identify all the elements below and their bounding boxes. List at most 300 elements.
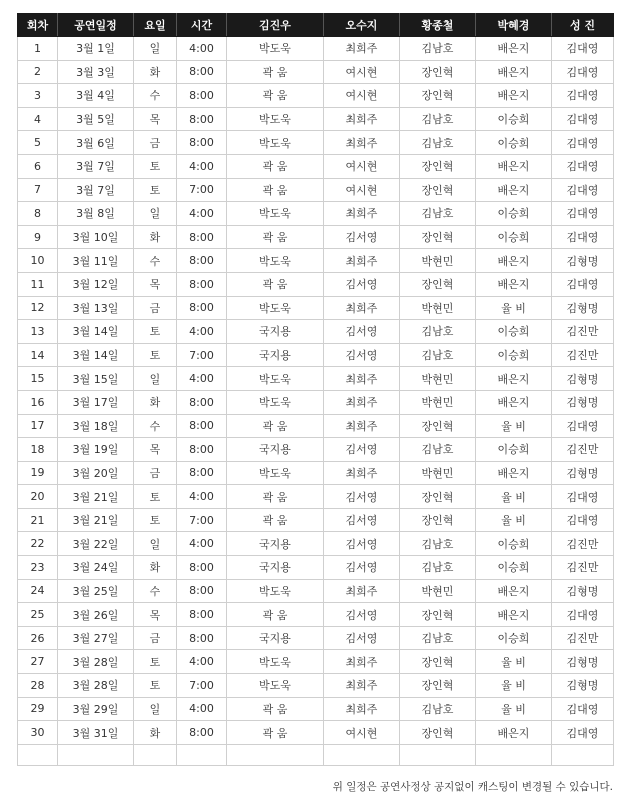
table-cell: 박도욱 xyxy=(227,202,324,226)
table-cell: 일 xyxy=(134,697,177,721)
table-cell: 곽 움 xyxy=(227,84,324,108)
table-cell: 이승희 xyxy=(476,343,552,367)
table-cell: 7:00 xyxy=(177,178,227,202)
table-cell: 3월 22일 xyxy=(58,532,134,556)
table-cell: 김대영 xyxy=(552,414,614,438)
table-cell: 김형명 xyxy=(552,674,614,698)
table-cell: 토 xyxy=(134,178,177,202)
table-cell: 금 xyxy=(134,461,177,485)
table-cell: 장인혁 xyxy=(400,650,476,674)
table-cell: 이승희 xyxy=(476,107,552,131)
table-cell: 3월 29일 xyxy=(58,697,134,721)
table-cell: 이승희 xyxy=(476,320,552,344)
empty-cell xyxy=(18,744,58,765)
table-row xyxy=(18,272,614,296)
table-cell: 8:00 xyxy=(177,414,227,438)
table-cell: 국지용 xyxy=(227,438,324,462)
table-cell: 8:00 xyxy=(177,272,227,296)
table-cell: 30 xyxy=(18,721,58,745)
table-cell: 김대영 xyxy=(552,37,614,61)
table-cell: 김대영 xyxy=(552,202,614,226)
table-cell: 김남호 xyxy=(400,202,476,226)
table-cell: 3월 24일 xyxy=(58,556,134,580)
table-cell: 장인혁 xyxy=(400,178,476,202)
table-row xyxy=(18,367,614,391)
table-cell: 장인혁 xyxy=(400,60,476,84)
table-cell: 8:00 xyxy=(177,84,227,108)
header-cell: 오수지 xyxy=(324,14,400,37)
table-cell: 김대영 xyxy=(552,603,614,627)
table-row xyxy=(18,202,614,226)
table-cell: 박현민 xyxy=(400,579,476,603)
table-cell: 곽 움 xyxy=(227,508,324,532)
table-cell: 김진만 xyxy=(552,438,614,462)
table-cell: 일 xyxy=(134,37,177,61)
table-cell: 곽 움 xyxy=(227,603,324,627)
table-cell: 8:00 xyxy=(177,603,227,627)
table-cell: 김남호 xyxy=(400,438,476,462)
table-cell: 장인혁 xyxy=(400,603,476,627)
table-row xyxy=(18,438,614,462)
table-cell: 27 xyxy=(18,650,58,674)
table-cell: 김남호 xyxy=(400,343,476,367)
table-cell: 4:00 xyxy=(177,202,227,226)
table-cell: 박도욱 xyxy=(227,107,324,131)
table-cell: 3월 28일 xyxy=(58,650,134,674)
table-cell: 곽 움 xyxy=(227,721,324,745)
table-row xyxy=(18,343,614,367)
table-cell: 목 xyxy=(134,438,177,462)
table-cell: 국지용 xyxy=(227,532,324,556)
table-cell: 29 xyxy=(18,697,58,721)
table-cell: 장인혁 xyxy=(400,225,476,249)
table-cell: 일 xyxy=(134,367,177,391)
table-cell: 1 xyxy=(18,37,58,61)
empty-cell xyxy=(324,744,400,765)
table-cell: 이승희 xyxy=(476,225,552,249)
table-row xyxy=(18,626,614,650)
table-cell: 일 xyxy=(134,202,177,226)
table-cell: 김서영 xyxy=(324,556,400,580)
table-cell: 일 xyxy=(134,532,177,556)
table-cell: 최희주 xyxy=(324,367,400,391)
table-cell: 김대영 xyxy=(552,272,614,296)
table-cell: 8:00 xyxy=(177,438,227,462)
table-cell: 김형명 xyxy=(552,249,614,273)
table-cell: 곽 움 xyxy=(227,178,324,202)
table-cell: 김남호 xyxy=(400,320,476,344)
table-cell: 배은지 xyxy=(476,721,552,745)
table-cell: 이승희 xyxy=(476,438,552,462)
table-cell: 3월 15일 xyxy=(58,367,134,391)
table-cell: 4:00 xyxy=(177,485,227,509)
table-row xyxy=(18,461,614,485)
table-cell: 배은지 xyxy=(476,461,552,485)
table-cell: 김형명 xyxy=(552,367,614,391)
table-cell: 8:00 xyxy=(177,60,227,84)
table-cell: 곽 움 xyxy=(227,697,324,721)
table-cell: 박도욱 xyxy=(227,579,324,603)
table-cell: 3월 19일 xyxy=(58,438,134,462)
table-cell: 김대영 xyxy=(552,485,614,509)
table-cell: 곽 움 xyxy=(227,485,324,509)
table-cell: 토 xyxy=(134,650,177,674)
table-cell: 22 xyxy=(18,532,58,556)
table-cell: 3 xyxy=(18,84,58,108)
table-cell: 최희주 xyxy=(324,579,400,603)
table-cell: 화 xyxy=(134,225,177,249)
table-row xyxy=(18,225,614,249)
table-cell: 8:00 xyxy=(177,225,227,249)
table-cell: 3월 7일 xyxy=(58,178,134,202)
table-cell: 김형명 xyxy=(552,461,614,485)
table-cell: 여시현 xyxy=(324,154,400,178)
table-cell: 3월 12일 xyxy=(58,272,134,296)
table-row xyxy=(18,674,614,698)
header-cell: 박혜경 xyxy=(476,14,552,37)
header-row xyxy=(18,14,614,37)
table-cell: 국지용 xyxy=(227,320,324,344)
table-row xyxy=(18,84,614,108)
table-cell: 화 xyxy=(134,390,177,414)
table-cell: 국지용 xyxy=(227,556,324,580)
table-cell: 박현민 xyxy=(400,461,476,485)
casting-schedule-table xyxy=(17,13,614,766)
table-cell: 목 xyxy=(134,107,177,131)
table-cell: 4:00 xyxy=(177,532,227,556)
table-cell: 7 xyxy=(18,178,58,202)
table-cell: 4:00 xyxy=(177,37,227,61)
table-cell: 김남호 xyxy=(400,532,476,556)
table-row xyxy=(18,485,614,509)
table-cell: 4:00 xyxy=(177,367,227,391)
table-cell: 3월 10일 xyxy=(58,225,134,249)
table-cell: 김진만 xyxy=(552,320,614,344)
table-cell: 김진만 xyxy=(552,556,614,580)
table-row xyxy=(18,107,614,131)
table-cell: 박도욱 xyxy=(227,37,324,61)
table-cell: 율 비 xyxy=(476,414,552,438)
table-cell: 배은지 xyxy=(476,84,552,108)
table-row xyxy=(18,178,614,202)
table-cell: 금 xyxy=(134,131,177,155)
table-cell: 3월 31일 xyxy=(58,721,134,745)
table-cell: 3월 21일 xyxy=(58,485,134,509)
table-cell: 배은지 xyxy=(476,178,552,202)
table-cell: 곽 움 xyxy=(227,154,324,178)
table-cell: 4:00 xyxy=(177,154,227,178)
header-cell: 공연일정 xyxy=(58,14,134,37)
table-cell: 박도욱 xyxy=(227,674,324,698)
table-cell: 여시현 xyxy=(324,721,400,745)
table-cell: 장인혁 xyxy=(400,485,476,509)
table-cell: 19 xyxy=(18,461,58,485)
table-cell: 박현민 xyxy=(400,249,476,273)
table-cell: 2 xyxy=(18,60,58,84)
table-cell: 이승희 xyxy=(476,626,552,650)
table-cell: 17 xyxy=(18,414,58,438)
header-cell: 황종철 xyxy=(400,14,476,37)
table-cell: 토 xyxy=(134,343,177,367)
table-cell: 국지용 xyxy=(227,343,324,367)
table-cell: 김서영 xyxy=(324,485,400,509)
table-cell: 이승희 xyxy=(476,532,552,556)
table-cell: 김서영 xyxy=(324,508,400,532)
table-cell: 수 xyxy=(134,579,177,603)
table-row xyxy=(18,556,614,580)
table-cell: 5 xyxy=(18,131,58,155)
table-cell: 배은지 xyxy=(476,390,552,414)
table-cell: 15 xyxy=(18,367,58,391)
table-cell: 토 xyxy=(134,154,177,178)
table-row xyxy=(18,721,614,745)
table-cell: 곽 움 xyxy=(227,225,324,249)
table-cell: 3월 26일 xyxy=(58,603,134,627)
table-cell: 수 xyxy=(134,414,177,438)
table-cell: 박도욱 xyxy=(227,249,324,273)
table-cell: 16 xyxy=(18,390,58,414)
table-cell: 김대영 xyxy=(552,225,614,249)
table-cell: 3월 25일 xyxy=(58,579,134,603)
table-cell: 이승희 xyxy=(476,202,552,226)
table-cell: 김대영 xyxy=(552,721,614,745)
table-row xyxy=(18,697,614,721)
table-cell: 박도욱 xyxy=(227,390,324,414)
table-cell: 박현민 xyxy=(400,367,476,391)
table-cell: 10 xyxy=(18,249,58,273)
table-cell: 9 xyxy=(18,225,58,249)
table-row xyxy=(18,296,614,320)
table-cell: 김대영 xyxy=(552,84,614,108)
table-cell: 수 xyxy=(134,84,177,108)
table-cell: 국지용 xyxy=(227,626,324,650)
table-cell: 김서영 xyxy=(324,272,400,296)
table-cell: 여시현 xyxy=(324,178,400,202)
table-cell: 김대영 xyxy=(552,508,614,532)
table-cell: 율 비 xyxy=(476,485,552,509)
table-cell: 28 xyxy=(18,674,58,698)
empty-cell xyxy=(476,744,552,765)
table-row xyxy=(18,131,614,155)
table-cell: 3월 14일 xyxy=(58,343,134,367)
table-cell: 이승희 xyxy=(476,556,552,580)
table-cell: 토 xyxy=(134,674,177,698)
table-cell: 배은지 xyxy=(476,272,552,296)
table-cell: 김형명 xyxy=(552,296,614,320)
table-cell: 8:00 xyxy=(177,626,227,650)
table-cell: 토 xyxy=(134,320,177,344)
table-cell: 20 xyxy=(18,485,58,509)
schedule-container xyxy=(17,13,613,766)
table-row xyxy=(18,60,614,84)
table-cell: 24 xyxy=(18,579,58,603)
table-cell: 여시현 xyxy=(324,60,400,84)
table-cell: 김서영 xyxy=(324,343,400,367)
table-cell: 율 비 xyxy=(476,697,552,721)
table-cell: 3월 13일 xyxy=(58,296,134,320)
table-cell: 토 xyxy=(134,508,177,532)
table-cell: 율 비 xyxy=(476,674,552,698)
table-cell: 화 xyxy=(134,60,177,84)
table-row xyxy=(18,579,614,603)
table-cell: 김대영 xyxy=(552,178,614,202)
table-cell: 3월 28일 xyxy=(58,674,134,698)
table-row xyxy=(18,37,614,61)
table-cell: 배은지 xyxy=(476,579,552,603)
empty-cell xyxy=(552,744,614,765)
table-cell: 목 xyxy=(134,272,177,296)
table-cell: 목 xyxy=(134,603,177,627)
table-cell: 율 비 xyxy=(476,508,552,532)
header-cell: 성 진 xyxy=(552,14,614,37)
empty-cell xyxy=(177,744,227,765)
table-cell: 김대영 xyxy=(552,60,614,84)
table-cell: 4:00 xyxy=(177,697,227,721)
table-cell: 금 xyxy=(134,626,177,650)
table-row xyxy=(18,414,614,438)
table-cell: 6 xyxy=(18,154,58,178)
table-cell: 박도욱 xyxy=(227,367,324,391)
table-cell: 곽 움 xyxy=(227,60,324,84)
table-cell: 장인혁 xyxy=(400,272,476,296)
table-cell: 최희주 xyxy=(324,107,400,131)
table-cell: 8:00 xyxy=(177,721,227,745)
empty-cell xyxy=(227,744,324,765)
table-cell: 3월 4일 xyxy=(58,84,134,108)
table-cell: 율 비 xyxy=(476,296,552,320)
table-cell: 최희주 xyxy=(324,697,400,721)
table-cell: 장인혁 xyxy=(400,84,476,108)
table-cell: 김형명 xyxy=(552,650,614,674)
table-cell: 4 xyxy=(18,107,58,131)
table-cell: 8:00 xyxy=(177,296,227,320)
table-cell: 장인혁 xyxy=(400,154,476,178)
table-cell: 배은지 xyxy=(476,154,552,178)
table-cell: 8 xyxy=(18,202,58,226)
table-cell: 23 xyxy=(18,556,58,580)
table-cell: 21 xyxy=(18,508,58,532)
table-row xyxy=(18,390,614,414)
table-cell: 장인혁 xyxy=(400,674,476,698)
empty-cell xyxy=(400,744,476,765)
table-cell: 수 xyxy=(134,249,177,273)
table-cell: 김대영 xyxy=(552,697,614,721)
table-cell: 이승희 xyxy=(476,131,552,155)
table-cell: 박현민 xyxy=(400,390,476,414)
table-cell: 8:00 xyxy=(177,390,227,414)
table-cell: 11 xyxy=(18,272,58,296)
table-cell: 배은지 xyxy=(476,37,552,61)
table-cell: 김형명 xyxy=(552,390,614,414)
table-row xyxy=(18,249,614,273)
table-cell: 화 xyxy=(134,721,177,745)
footnote: 위 일정은 공연사정상 공지없이 캐스팅이 변경될 수 있습니다. xyxy=(332,781,613,793)
table-cell: 3월 11일 xyxy=(58,249,134,273)
header-cell: 회차 xyxy=(18,14,58,37)
table-row xyxy=(18,532,614,556)
empty-row xyxy=(18,744,614,765)
table-row xyxy=(18,154,614,178)
table-cell: 김서영 xyxy=(324,603,400,627)
table-cell: 최희주 xyxy=(324,674,400,698)
table-cell: 3월 3일 xyxy=(58,60,134,84)
table-cell: 8:00 xyxy=(177,249,227,273)
table-cell: 박도욱 xyxy=(227,650,324,674)
table-cell: 최희주 xyxy=(324,650,400,674)
table-cell: 3월 6일 xyxy=(58,131,134,155)
table-cell: 장인혁 xyxy=(400,414,476,438)
table-cell: 12 xyxy=(18,296,58,320)
table-cell: 김형명 xyxy=(552,579,614,603)
table-cell: 김대영 xyxy=(552,131,614,155)
header-cell: 김진우 xyxy=(227,14,324,37)
table-row xyxy=(18,650,614,674)
table-cell: 곽 움 xyxy=(227,414,324,438)
table-cell: 25 xyxy=(18,603,58,627)
table-cell: 박도욱 xyxy=(227,131,324,155)
table-cell: 3월 14일 xyxy=(58,320,134,344)
table-cell: 3월 8일 xyxy=(58,202,134,226)
table-cell: 3월 5일 xyxy=(58,107,134,131)
empty-cell xyxy=(58,744,134,765)
table-cell: 3월 27일 xyxy=(58,626,134,650)
table-cell: 3월 1일 xyxy=(58,37,134,61)
table-cell: 박현민 xyxy=(400,296,476,320)
table-cell: 김진만 xyxy=(552,626,614,650)
table-cell: 최희주 xyxy=(324,461,400,485)
table-cell: 배은지 xyxy=(476,60,552,84)
table-cell: 최희주 xyxy=(324,390,400,414)
table-cell: 13 xyxy=(18,320,58,344)
table-cell: 배은지 xyxy=(476,367,552,391)
table-cell: 김서영 xyxy=(324,438,400,462)
header-cell: 요일 xyxy=(134,14,177,37)
table-cell: 김남호 xyxy=(400,697,476,721)
table-cell: 3월 18일 xyxy=(58,414,134,438)
table-cell: 최희주 xyxy=(324,296,400,320)
table-cell: 3월 20일 xyxy=(58,461,134,485)
table-cell: 김남호 xyxy=(400,37,476,61)
table-cell: 배은지 xyxy=(476,249,552,273)
table-cell: 토 xyxy=(134,485,177,509)
table-cell: 김대영 xyxy=(552,154,614,178)
table-cell: 8:00 xyxy=(177,107,227,131)
table-cell: 장인혁 xyxy=(400,721,476,745)
table-cell: 7:00 xyxy=(177,508,227,532)
table-cell: 8:00 xyxy=(177,579,227,603)
table-cell: 7:00 xyxy=(177,343,227,367)
table-cell: 4:00 xyxy=(177,650,227,674)
table-cell: 김남호 xyxy=(400,131,476,155)
table-cell: 14 xyxy=(18,343,58,367)
table-cell: 최희주 xyxy=(324,202,400,226)
table-cell: 김남호 xyxy=(400,626,476,650)
table-cell: 금 xyxy=(134,296,177,320)
table-cell: 박도욱 xyxy=(227,461,324,485)
table-cell: 김서영 xyxy=(324,225,400,249)
table-cell: 3월 17일 xyxy=(58,390,134,414)
header-cell: 시간 xyxy=(177,14,227,37)
table-cell: 8:00 xyxy=(177,556,227,580)
table-cell: 최희주 xyxy=(324,131,400,155)
table-cell: 최희주 xyxy=(324,249,400,273)
table-body xyxy=(18,37,614,766)
table-cell: 3월 21일 xyxy=(58,508,134,532)
table-cell: 김서영 xyxy=(324,532,400,556)
table-cell: 장인혁 xyxy=(400,508,476,532)
table-cell: 26 xyxy=(18,626,58,650)
table-cell: 최희주 xyxy=(324,37,400,61)
